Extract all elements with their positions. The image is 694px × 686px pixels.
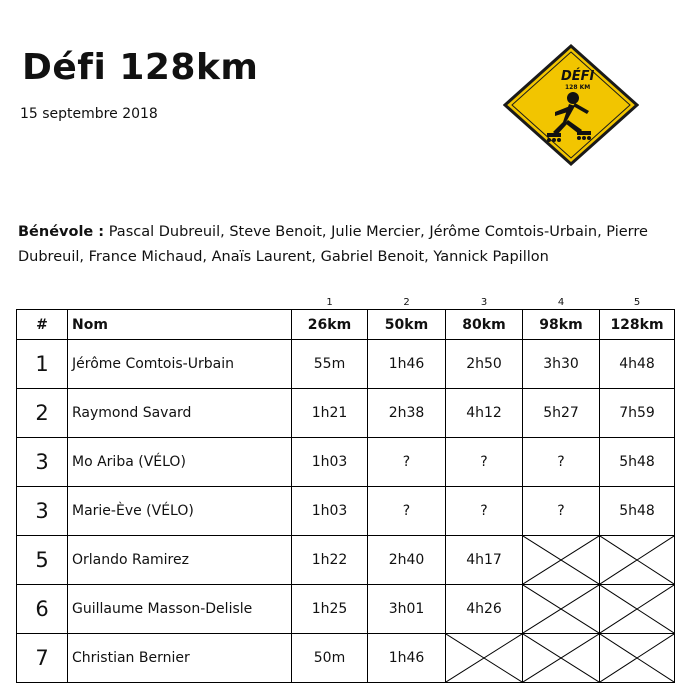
cross-icon bbox=[523, 536, 599, 584]
crossed-out-cell bbox=[523, 536, 600, 585]
table-row bbox=[17, 438, 675, 487]
time-cell: 4h26 bbox=[446, 585, 523, 634]
time-cell: ? bbox=[446, 487, 523, 536]
crossed-out-cell bbox=[446, 634, 523, 683]
rank-cell: 1 bbox=[17, 340, 68, 389]
event-date: 15 septembre 2018 bbox=[20, 106, 158, 122]
rollerblader-warning-sign-icon bbox=[503, 44, 639, 166]
cross-icon bbox=[523, 634, 599, 682]
time-cell: 1h25 bbox=[292, 585, 368, 634]
time-cell: ? bbox=[523, 438, 600, 487]
logo-text-bottom: 128 KM bbox=[565, 84, 591, 91]
time-cell: 5h48 bbox=[600, 438, 675, 487]
name-cell: Mo Ariba (VÉLO) bbox=[68, 438, 292, 487]
time-cell: 3h30 bbox=[523, 340, 600, 389]
time-cell: 1h46 bbox=[368, 340, 446, 389]
volunteers-names: Pascal Dubreuil, Steve Benoit, Julie Mercier, Jérôme Comtois-Urbain, Pierre Dubreuil, France Michaud, Anaïs Laurent, Gabriel Benoit, Yannick Papillon bbox=[18, 224, 648, 265]
time-cell: ? bbox=[446, 438, 523, 487]
rank-cell: 3 bbox=[17, 487, 68, 536]
time-cell: 7h59 bbox=[600, 389, 675, 438]
cross-icon bbox=[523, 585, 599, 633]
page-title: Défi 128km bbox=[22, 47, 259, 88]
time-cell: 4h12 bbox=[446, 389, 523, 438]
checkpoint-number: 5 bbox=[633, 297, 641, 308]
time-cell: ? bbox=[368, 438, 446, 487]
time-cell: 4h17 bbox=[446, 536, 523, 585]
table-row bbox=[17, 340, 675, 389]
table-header-row bbox=[17, 310, 675, 340]
volunteers-paragraph bbox=[18, 220, 678, 270]
cross-icon bbox=[446, 634, 522, 682]
checkpoint-number-row bbox=[17, 294, 675, 310]
rank-cell: 3 bbox=[17, 438, 68, 487]
time-cell: ? bbox=[523, 487, 600, 536]
column-header-name: Nom bbox=[68, 310, 292, 340]
results-table bbox=[16, 294, 675, 683]
cross-icon bbox=[600, 634, 674, 682]
table-row bbox=[17, 487, 675, 536]
table-row bbox=[17, 585, 675, 634]
crossed-out-cell bbox=[600, 536, 675, 585]
name-cell: Guillaume Masson-Delisle bbox=[68, 585, 292, 634]
logo-text-top: DÉFI bbox=[561, 69, 595, 84]
name-cell: Raymond Savard bbox=[68, 389, 292, 438]
column-header-rank: # bbox=[17, 310, 68, 340]
checkpoint-number: 2 bbox=[403, 297, 410, 308]
checkpoint-number: 1 bbox=[326, 297, 333, 308]
rank-cell: 5 bbox=[17, 536, 68, 585]
cross-icon bbox=[600, 585, 674, 633]
crossed-out-cell bbox=[600, 634, 675, 683]
results-table-body bbox=[17, 340, 675, 683]
cross-icon bbox=[600, 536, 674, 584]
name-cell: Marie-Ève (VÉLO) bbox=[68, 487, 292, 536]
time-cell: 1h03 bbox=[292, 487, 368, 536]
time-cell: 1h21 bbox=[292, 389, 368, 438]
time-cell: 2h50 bbox=[446, 340, 523, 389]
table-row bbox=[17, 389, 675, 438]
time-cell: 50m bbox=[292, 634, 368, 683]
time-cell: 1h03 bbox=[292, 438, 368, 487]
crossed-out-cell bbox=[523, 585, 600, 634]
column-header-26km: 26km bbox=[292, 310, 368, 340]
time-cell: 1h22 bbox=[292, 536, 368, 585]
crossed-out-cell bbox=[523, 634, 600, 683]
time-cell: 2h38 bbox=[368, 389, 446, 438]
time-cell: 4h48 bbox=[600, 340, 675, 389]
column-header-98km: 98km bbox=[523, 310, 600, 340]
time-cell: 1h46 bbox=[368, 634, 446, 683]
checkpoint-number: 4 bbox=[557, 297, 565, 308]
name-cell: Jérôme Comtois-Urbain bbox=[68, 340, 292, 389]
name-cell: Orlando Ramirez bbox=[68, 536, 292, 585]
name-cell: Christian Bernier bbox=[68, 634, 292, 683]
time-cell: 5h48 bbox=[600, 487, 675, 536]
time-cell: ? bbox=[368, 487, 446, 536]
column-header-50km: 50km bbox=[368, 310, 446, 340]
rank-cell: 6 bbox=[17, 585, 68, 634]
rank-cell: 7 bbox=[17, 634, 68, 683]
volunteers-label: Bénévole : bbox=[18, 224, 105, 240]
table-row bbox=[17, 536, 675, 585]
crossed-out-cell bbox=[600, 585, 675, 634]
checkpoint-number: 3 bbox=[480, 297, 488, 308]
column-header-80km: 80km bbox=[446, 310, 523, 340]
time-cell: 3h01 bbox=[368, 585, 446, 634]
time-cell: 2h40 bbox=[368, 536, 446, 585]
time-cell: 5h27 bbox=[523, 389, 600, 438]
table-row bbox=[17, 634, 675, 683]
column-header-128km: 128km bbox=[600, 310, 675, 340]
rank-cell: 2 bbox=[17, 389, 68, 438]
time-cell: 55m bbox=[292, 340, 368, 389]
